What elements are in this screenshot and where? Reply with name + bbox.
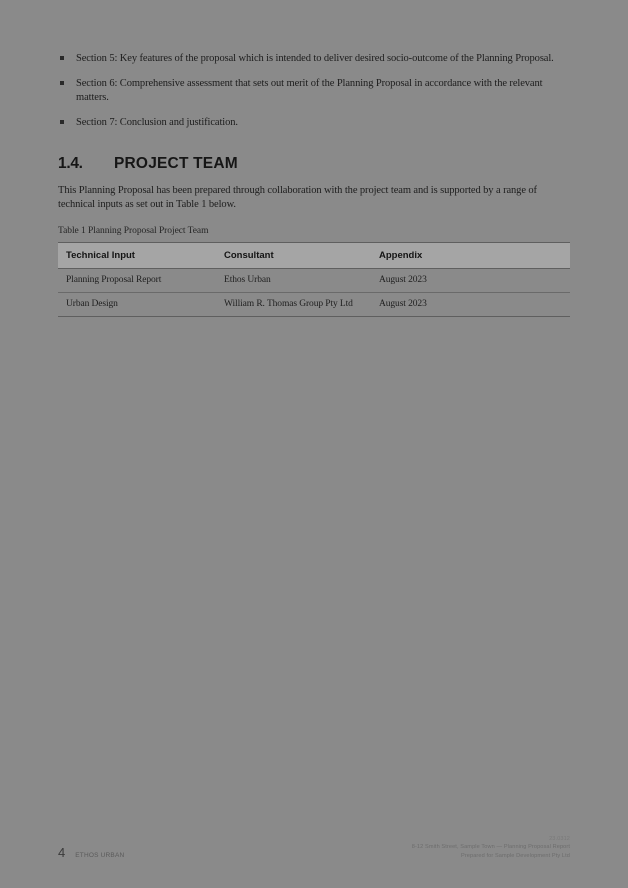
square-bullet-icon [60,120,64,124]
table-row [58,293,570,317]
page-title: PROJECT TEAM [114,155,238,173]
column-header-appendix: Appendix [371,243,570,269]
cell-technical-input: Planning Proposal Report [58,269,216,293]
cell-appendix: August 2023 [371,269,570,293]
page-footer [58,832,570,860]
footer-brand-label: ETHOS URBAN [75,852,125,859]
bullet-text: Section 7: Conclusion and justification. [76,116,238,128]
footer-project-code: 23.0312 [549,835,570,842]
section-heading [58,155,570,173]
footer-left [58,845,124,860]
cell-consultant: William R. Thomas Group Pty Ltd [216,293,371,317]
table-row [58,269,570,293]
footer-right [412,835,570,860]
footer-document-title: 8-12 Smith Street, Sample Town — Planning Proposal Report [411,844,570,851]
square-bullet-icon [60,56,64,60]
cell-consultant: Ethos Urban [216,269,371,293]
square-bullet-icon [60,81,64,85]
project-team-table [58,242,570,317]
list-item [58,77,570,105]
list-item [58,52,570,66]
section-number: 1.4. [58,155,83,173]
cell-technical-input: Urban Design [58,293,216,317]
column-header-technical-input: Technical Input [58,243,216,269]
bullet-text: Section 6: Comprehensive assessment that sets out merit of the Planning Proposal in accordance with the relevant matters. [76,77,543,103]
table-caption: Table 1 Planning Proposal Project Team [58,226,209,237]
table-header-row [58,243,570,269]
bullet-text: Section 5: Key features of the proposal which is intended to deliver desired socio-outcome of the Planning Proposal. [76,53,554,64]
list-item [58,116,570,130]
cell-appendix: August 2023 [371,293,570,317]
intro-paragraph: This Planning Proposal has been prepared through collaboration with the project team and is supported by a range of technical inputs as set out in Table 1 below. [58,185,537,211]
page-number: 4 [58,845,66,860]
column-header-consultant: Consultant [216,243,371,269]
footer-prepared-for: Prepared for Sample Development Pty Ltd [461,852,570,859]
section-bullet-list [58,52,570,129]
page-content [58,52,570,317]
